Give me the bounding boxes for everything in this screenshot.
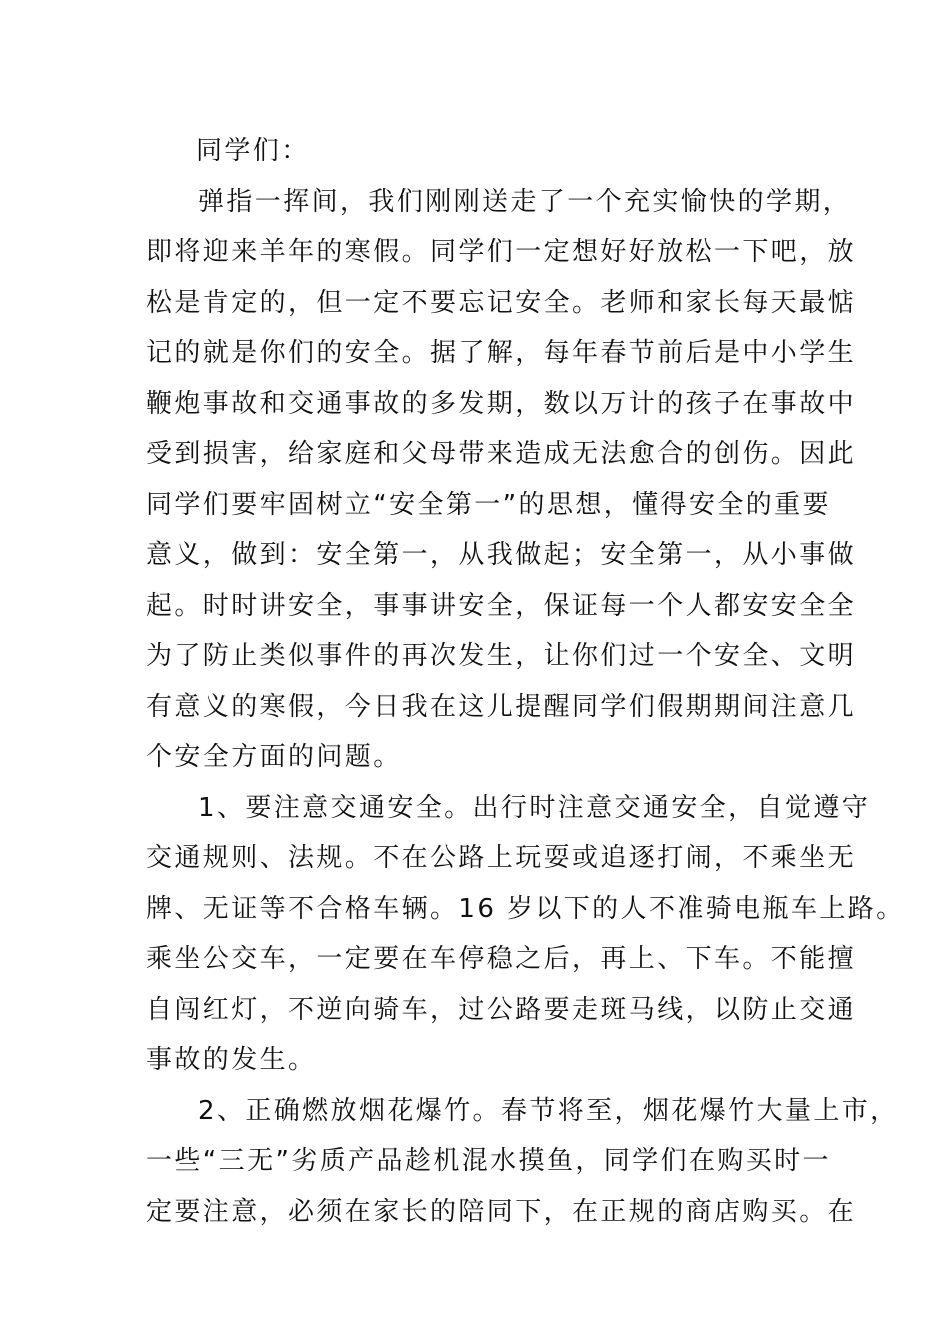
- paragraph-2-line: 乘坐公交车，一定要在车停稳之后，再上、下车。不能擅: [146, 944, 857, 974]
- paragraph-1-line: 记的就是你们的安全。据了解，每年春节前后是中小学生: [146, 338, 857, 368]
- paragraph-1-line: 有意义的寒假，今日我在这儿提醒同学们假期期间注意几: [146, 691, 857, 722]
- paragraph-1-line: 意义，做到：安全第一，从我做起；安全第一，从小事做: [146, 540, 857, 570]
- paragraph-2-line: 自闯红灯，不逆向骑车，过公路要走斑马线，以防止交通: [146, 994, 857, 1025]
- paragraph-1-line: 受到损害，给家庭和父母带来造成无法愈合的创伤。因此: [146, 439, 857, 469]
- paragraph-1-line: 即将迎来羊年的寒假。同学们一定想好好放松一下吧，放: [146, 237, 857, 267]
- paragraph-3-line: 2、正确燃放烟花爆竹。春节将至，烟花爆竹大量上市，: [198, 1095, 899, 1126]
- paragraph-1-line: 个安全方面的问题。: [146, 742, 402, 772]
- paragraph-2-line: 1、要注意交通安全。出行时注意交通安全，自觉遵守: [198, 792, 871, 823]
- paragraph-1-line: 鞭炮事故和交通事故的多发期，数以万计的孩子在事故中: [146, 388, 857, 419]
- paragraph-1-line: 松是肯定的，但一定不要忘记安全。老师和家长每天最惦: [146, 287, 857, 318]
- document-body: [146, 126, 905, 1237]
- paragraph-3-line: 一些“三无”劣质产品趁机混水摸鱼，同学们在购买时一: [146, 1146, 831, 1176]
- paragraph-2-line: 牌、无证等不合格车辆。16 岁以下的人不准骑电瓶车上路。: [146, 893, 905, 924]
- greeting: 同学们：: [196, 136, 310, 166]
- paragraph-1-line: 起。时时讲安全，事事讲安全，保证每一个人都安安全全: [146, 590, 857, 621]
- paragraph-2-line: 事故的发生。: [146, 1045, 317, 1075]
- paragraph-3-line: 定要注意，必须在家长的陪同下，在正规的商店购买。在: [146, 1196, 857, 1227]
- paragraph-2-line: 交通规则、法规。不在公路上玩耍或追逐打闹，不乘坐无: [146, 843, 857, 873]
- paragraph-1-line: 弹指一挥间，我们刚刚送走了一个充实愉快的学期，: [198, 186, 852, 217]
- paragraph-1-line: 同学们要牢固树立“安全第一”的思想，懂得安全的重要: [146, 489, 831, 520]
- paragraph-1-line: 为了防止类似事件的再次发生，让你们过一个安全、文明: [146, 641, 857, 671]
